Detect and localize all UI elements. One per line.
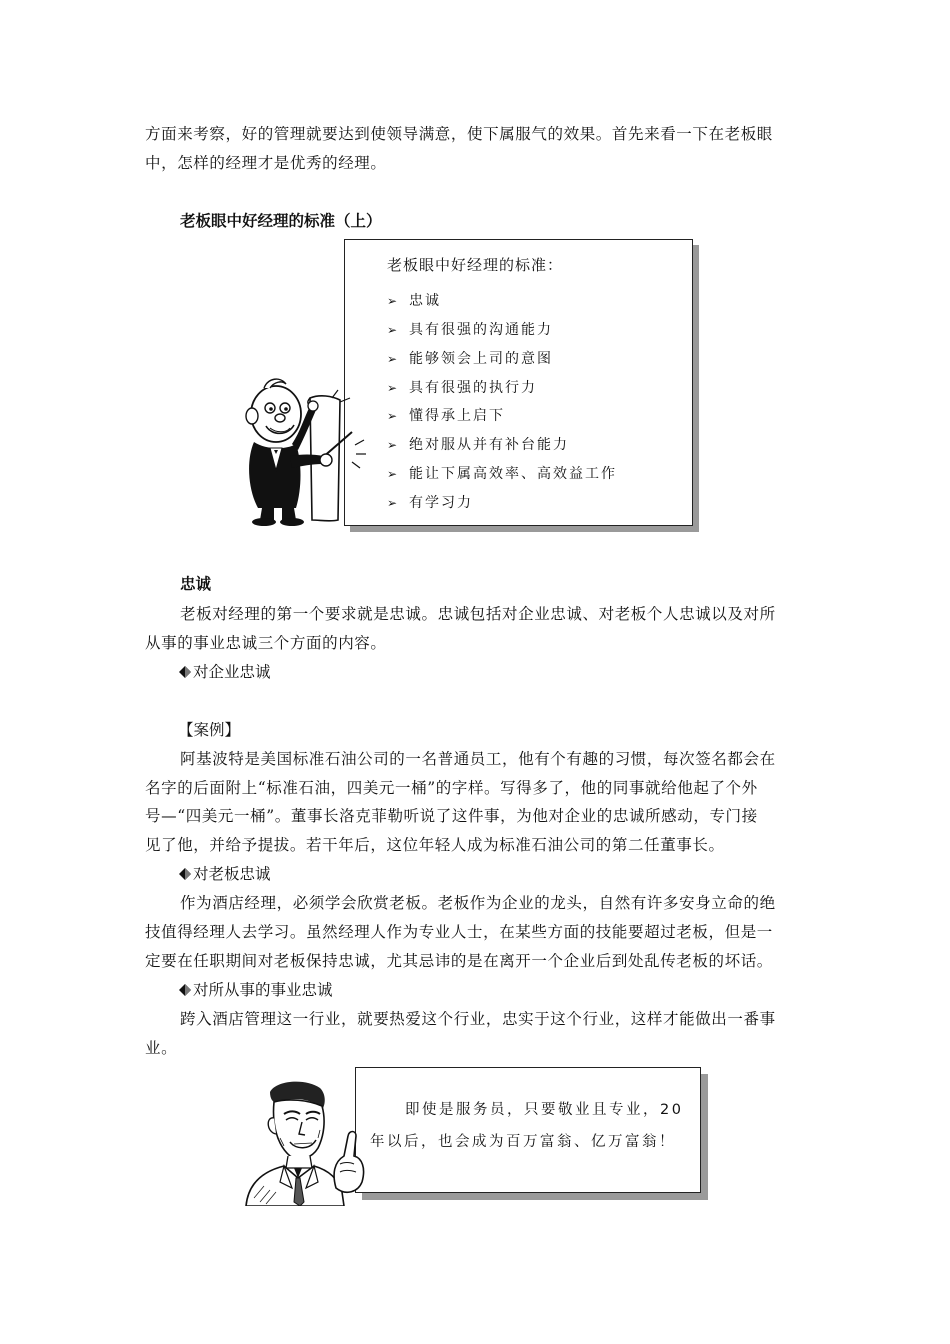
arrow-bullet-icon: ➢ [387,496,400,510]
arrow-bullet-icon: ➢ [387,352,400,366]
case-label: 【案例】 [178,721,241,739]
intro-line-1: 方面来考察，好的管理就要达到使领导满意，使下属服气的效果。首先来看一下在老板眼 [145,125,773,143]
figure1-item: ➢ 具有很强的沟通能力 [387,322,553,338]
bullet-company-loyalty [178,658,271,687]
arrow-bullet-icon: ➢ [387,323,400,337]
bullet-label: 对企业忠诚 [193,663,271,681]
figure1-title: 老板眼中好经理的标准： [387,256,564,274]
figure1-textbox [344,239,693,526]
boss-line-1: 作为酒店经理，必须学会欣赏老板。老板作为企业的龙头，自然有许多安身立命的绝 [180,894,776,912]
figure2-textbox [355,1067,701,1193]
diamond-bullet-icon [178,665,192,679]
loyalty-heading: 忠诚 [180,575,212,593]
section-heading: 老板眼中好经理的标准（上） [180,212,382,230]
case-line-2: 名字的后面附上“标准石油，四美元一桶”的字样。写得多了，他的同事就给他起了个外 [145,779,758,797]
career-line-2: 业。 [145,1039,178,1057]
diamond-bullet-icon [178,983,192,997]
case-line-1: 阿基波特是美国标准石油公司的一名普通员工，他有个有趣的习惯，每次签名都会在 [180,750,776,768]
diamond-bullet-icon [178,867,192,881]
figure1-item: ➢ 能够领会上司的意图 [387,351,553,367]
quote-line-1: 即使是服务员，只要敬业且专业，20 [405,1102,684,1118]
figure1-item: ➢ 有学习力 [387,495,473,511]
quote-line-2: 年以后，也会成为百万富翁、亿万富翁！ [370,1134,676,1150]
figure1-item: ➢ 懂得承上启下 [387,408,505,424]
case-line-4: 见了他，并给予提拔。若干年后，这位年轻人成为标准石油公司的第二任董事长。 [145,836,725,854]
loyalty-para-line-1: 老板对经理的第一个要求就是忠诚。忠诚包括对企业忠诚、对老板个人忠诚以及对所 [180,605,776,623]
loyalty-para-line-2: 从事的事业忠诚三个方面的内容。 [145,634,387,652]
bullet-boss-loyalty [178,860,271,889]
career-line-1: 跨入酒店管理这一行业，就要热爱这个行业，忠实于这个行业，这样才能做出一番事 [180,1010,776,1028]
cartoon-man-pointing-illustration [236,1078,376,1206]
bullet-career-loyalty [178,976,333,1005]
figure1-item: ➢ 忠诚 [387,293,441,309]
bullet-label: 对所从事的事业忠诚 [193,981,333,999]
arrow-bullet-icon: ➢ [387,294,400,308]
arrow-bullet-icon: ➢ [387,438,400,452]
boss-line-2: 技值得经理人去学习。虽然经理人作为专业人士，在某些方面的技能要超过老板，但是一 [145,923,773,941]
case-line-3: 号—“四美元一桶”。董事长洛克菲勒听说了这件事，为他对企业的忠诚所感动，专门接 [145,807,758,825]
boss-line-3: 定要在任职期间对老板保持忠诚，尤其忌讳的是在离开一个企业后到处乱传老板的坏话。 [145,952,773,970]
figure1-item: ➢ 绝对服从并有补台能力 [387,437,569,453]
arrow-bullet-icon: ➢ [387,381,400,395]
figure1-item: ➢ 能让下属高效率、高效益工作 [387,466,617,482]
arrow-bullet-icon: ➢ [387,467,400,481]
intro-line-2: 中，怎样的经理才是优秀的经理。 [145,154,387,172]
arrow-bullet-icon: ➢ [387,409,400,423]
bullet-label: 对老板忠诚 [193,865,271,883]
figure1-item: ➢ 具有很强的执行力 [387,380,537,396]
cartoon-boss-illustration [240,370,370,530]
